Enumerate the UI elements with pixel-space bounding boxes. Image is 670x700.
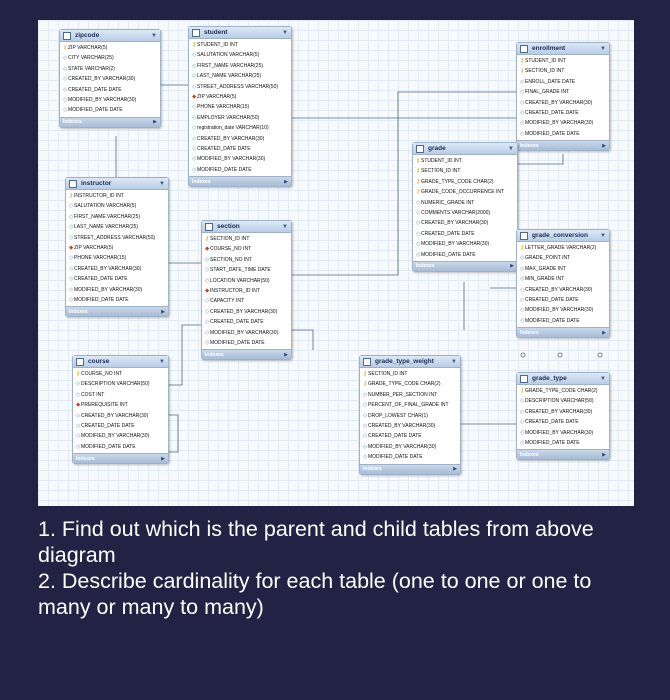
column-row [76, 369, 166, 379]
column-row [63, 43, 158, 53]
column-label: MODIFIED_BY VARCHAR(30) [210, 329, 279, 336]
primary-key-icon: ⚷ [520, 388, 525, 394]
column-label: MODIFIED_BY VARCHAR(30) [525, 307, 594, 314]
attribute-icon: ◇ [76, 433, 81, 440]
column-row [416, 239, 515, 249]
attribute-icon: ◇ [63, 55, 68, 62]
column-row [520, 98, 607, 108]
column-label: CAPACITY INT [210, 298, 244, 305]
question-2: 2. Describe cardinality for each table (one to one or one to many or many to many) [38, 569, 592, 619]
column-label: GRADE_TYPE_CODE CHAR(2) [421, 178, 494, 185]
column-label: COMMENTS VARCHAR(2000) [421, 209, 491, 216]
attribute-icon: ◇ [69, 224, 74, 231]
column-label: MODIFIED_BY VARCHAR(30) [525, 429, 594, 436]
primary-key-icon: ⚷ [416, 158, 421, 164]
column-label: CREATED_DATE DATE [525, 419, 579, 426]
table-grade-conversion[interactable]: grade_conversion ▼ ⚷ LETTER_GRADE VARCHAR(2) ◇ GRADE_POINT INT ◇ MAX_GRADE INT ◇ MIN_GRADE INT ◇ CREATED_BY VARCHAR(30) ◇ CREATED_DATE DATE ◇ MODIFIED_BY VARCHAR(30) ◇ MODIFIED_DATE DATE Indexes ▶ [516, 229, 610, 338]
foreign-key-icon: ◆ [192, 93, 197, 100]
column-row [69, 191, 166, 201]
primary-key-icon: ⚷ [363, 381, 368, 388]
primary-key-icon: ⚷ [416, 189, 421, 196]
column-row [192, 40, 289, 50]
column-label: MODIFIED_DATE DATE [421, 251, 476, 258]
column-label: PERCENT_OF_FINAL_GRADE INT [368, 402, 449, 409]
foreign-key-icon: ◆ [69, 244, 74, 251]
column-row [520, 108, 607, 118]
column-label: MODIFIED_BY VARCHAR(30) [81, 433, 150, 440]
column-row [69, 233, 166, 243]
column-label: DESCRIPTION VARCHAR(50) [81, 381, 150, 388]
column-label: PHONE VARCHAR(15) [197, 104, 250, 111]
column-row [520, 417, 607, 427]
attribute-icon: ◇ [205, 329, 210, 336]
column-label: CREATED_BY VARCHAR(30) [525, 286, 593, 293]
table-grade-type-weight[interactable]: grade_type_weight ▼ ⚷ SECTION_ID INT ⚷ GRADE_TYPE_CODE CHAR(2) ◇ NUMBER_PER_SECTION INT ◇ PERCENT_OF_FINAL_GRADE INT ◇ DROP_LOWEST CHAR(1) ◇ CREATED_BY VARCHAR(30) ◇ CREATED_DATE DATE ◇ MODIFIED_BY VARCHAR(30) ◇ MODIFIED_DATE DATE Indexes ▶ [359, 355, 461, 475]
column-row [192, 154, 289, 164]
table-enrollment[interactable]: enrollment ▼ ⚷ STUDENT_ID INT ⚷ SECTION_ID INT ◇ ENROLL_DATE DATE ◇ FINAL_GRADE INT ◇ CREATED_BY VARCHAR(30) ◇ CREATED_DATE DATE ◇ MODIFIED_BY VARCHAR(30) ◇ MODIFIED_DATE DATE Indexes ▶ [516, 42, 610, 151]
column-label: CREATED_BY VARCHAR(30) [525, 99, 593, 106]
attribute-icon: ◇ [520, 89, 525, 96]
column-row [205, 296, 289, 306]
column-label: CREATED_BY VARCHAR(30) [525, 408, 593, 415]
column-label: SECTION_ID INT [421, 168, 461, 175]
column-row [520, 316, 607, 326]
column-row [192, 71, 289, 81]
column-row [363, 379, 458, 389]
column-label: CREATED_BY VARCHAR(30) [421, 220, 489, 227]
attribute-icon: ◇ [416, 241, 421, 248]
attribute-icon: ◇ [76, 391, 81, 398]
column-row [520, 438, 607, 448]
column-row [205, 265, 289, 275]
attribute-icon: ◇ [520, 120, 525, 127]
column-row [63, 105, 158, 115]
attribute-icon: ◇ [520, 429, 525, 436]
column-label: INSTRUCTOR_ID INT [210, 287, 260, 294]
table-student[interactable]: student ▼ ⚷ STUDENT_ID INT ◇ SALUTATION VARCHAR(5) ◇ FIRST_NAME VARCHAR(25) ◇ LAST_NAME VARCHAR(25) ◇ STREET_ADDRESS VARCHAR(50) ◆ ZIP VARCHAR(5) ◇ PHONE VARCHAR(15) ◇ EMPLOYER VARCHAR(50) ◇ registration_date VARCHAR(10) ◇ CREATED_BY VARCHAR(30) ◇ CREATED_DATE DATE ◇ MODIFIED_BY VARCHAR(30) ◇ MODIFIED_DATE DATE Indexes ▶ [188, 26, 292, 187]
column-row [363, 411, 458, 421]
column-label: CREATED_BY VARCHAR(30) [368, 422, 436, 429]
attribute-icon: ◇ [69, 276, 74, 283]
column-row [416, 218, 515, 228]
attribute-icon: ◇ [416, 230, 421, 237]
column-label: LAST_NAME VARCHAR(25) [74, 224, 139, 231]
primary-key-icon: ⚷ [192, 42, 197, 48]
attribute-icon: ◇ [205, 267, 210, 274]
column-row [76, 421, 166, 431]
column-label: FIRST_NAME VARCHAR(25) [197, 62, 264, 69]
column-row [69, 212, 166, 222]
column-label: STUDENT_ID INT [421, 158, 462, 164]
column-row [520, 428, 607, 438]
primary-key-icon: ⚷ [76, 371, 81, 377]
attribute-icon: ◇ [363, 443, 368, 450]
column-row [76, 431, 166, 441]
column-label: MODIFIED_DATE DATE [81, 443, 136, 450]
column-row [520, 407, 607, 417]
attribute-icon: ◇ [520, 109, 525, 116]
column-label: SALUTATION VARCHAR(5) [197, 52, 260, 59]
attribute-icon: ◇ [363, 454, 368, 461]
column-row [69, 201, 166, 211]
column-row [192, 134, 289, 144]
column-row [205, 255, 289, 265]
column-row [192, 123, 289, 133]
attribute-icon: ◇ [520, 317, 525, 324]
primary-key-icon: ⚷ [363, 371, 368, 377]
column-label: CREATED_DATE DATE [210, 319, 264, 326]
attribute-icon: ◇ [76, 381, 81, 388]
column-row [520, 87, 607, 97]
attribute-icon: ◇ [520, 276, 525, 283]
attribute-icon: ◇ [205, 256, 210, 263]
column-row [520, 77, 607, 87]
attribute-icon: ◇ [363, 402, 368, 409]
attribute-icon: ◇ [192, 135, 197, 142]
column-label: CREATED_DATE DATE [68, 86, 122, 93]
column-label: registration_date VARCHAR(10) [197, 125, 269, 132]
link-course-section [167, 325, 201, 385]
column-label: MODIFIED_DATE DATE [210, 339, 265, 346]
primary-key-icon: ⚷ [63, 45, 68, 51]
column-label: MODIFIED_DATE DATE [368, 454, 423, 461]
column-row [205, 338, 289, 348]
column-label: NUMERIC_GRADE INT [421, 199, 475, 206]
column-label: DESCRIPTION VARCHAR(50) [525, 398, 594, 405]
column-label: STUDENT_ID INT [525, 58, 566, 64]
column-row [69, 295, 166, 305]
attribute-icon: ◇ [363, 422, 368, 429]
attribute-icon: ◇ [205, 339, 210, 346]
column-label: SECTION_ID INT [210, 236, 250, 242]
column-label: MODIFIED_BY VARCHAR(30) [197, 156, 266, 163]
attribute-icon: ◇ [520, 398, 525, 405]
attribute-icon: ◇ [69, 265, 74, 272]
column-label: STUDENT_ID INT [197, 42, 238, 48]
primary-key-icon: ⚷ [416, 178, 421, 185]
column-label: LETTER_GRADE VARCHAR(2) [525, 245, 597, 251]
column-row [520, 386, 607, 396]
column-row [76, 442, 166, 452]
column-label: EMPLOYER VARCHAR(50) [197, 114, 260, 121]
attribute-icon: ◇ [363, 412, 368, 419]
column-row [363, 452, 458, 462]
column-row [520, 285, 607, 295]
column-row [363, 442, 458, 452]
column-label: GRADE_POINT INT [525, 255, 571, 262]
table-section[interactable]: section ▼ ⚷ SECTION_ID INT ◆ COURSE_NO INT ◇ SECTION_NO INT ◇ START_DATE_TIME DATE ◇ LOCATION VARCHAR(50) ◆ INSTRUCTOR_ID INT ◇ CAPACITY INT ◇ CREATED_BY VARCHAR(30) ◇ CREATED_DATE DATE ◇ MODIFIED_BY VARCHAR(30) ◇ MODIFIED_DATE DATE Indexes ▶ [201, 220, 292, 360]
column-row [69, 243, 166, 253]
column-row [192, 92, 289, 102]
attribute-icon: ◇ [192, 145, 197, 152]
column-row [69, 253, 166, 263]
attribute-icon: ◇ [63, 96, 68, 103]
column-row [205, 317, 289, 327]
column-row [205, 276, 289, 286]
column-label: MODIFIED_DATE DATE [197, 166, 252, 173]
column-label: ZIP VARCHAR(5) [74, 244, 114, 251]
column-label: CREATED_BY VARCHAR(30) [68, 76, 136, 83]
column-row [520, 66, 607, 76]
column-label: CREATED_BY VARCHAR(30) [74, 265, 142, 272]
column-label: CREATED_BY VARCHAR(30) [210, 308, 278, 315]
column-row [69, 222, 166, 232]
attribute-icon: ◇ [69, 255, 74, 262]
foreign-key-icon: ◆ [205, 246, 210, 253]
column-row [363, 390, 458, 400]
column-row [192, 165, 289, 175]
primary-key-icon: ⚷ [69, 193, 74, 199]
attribute-icon: ◇ [192, 52, 197, 59]
column-row [76, 379, 166, 389]
attribute-icon: ◇ [363, 391, 368, 398]
column-label: PHONE VARCHAR(15) [74, 255, 127, 262]
column-row [416, 166, 515, 176]
column-row [520, 264, 607, 274]
attribute-icon: ◇ [69, 234, 74, 241]
column-row [192, 82, 289, 92]
attribute-icon: ◇ [520, 255, 525, 262]
column-row [63, 74, 158, 84]
attribute-icon: ◇ [205, 277, 210, 284]
primary-key-icon: ⚷ [205, 236, 210, 242]
column-row [363, 421, 458, 431]
attribute-icon: ◇ [520, 296, 525, 303]
column-label: MODIFIED_BY VARCHAR(30) [74, 286, 143, 293]
column-row [416, 156, 515, 166]
column-label: DROP_LOWEST CHAR(1) [368, 412, 428, 419]
primary-key-icon: ⚷ [520, 68, 525, 75]
column-label: STREET_ADDRESS VARCHAR(50) [74, 234, 156, 241]
attribute-icon: ◇ [520, 130, 525, 137]
column-label: INSTRUCTOR_ID INT [74, 193, 124, 199]
attribute-icon: ◇ [416, 251, 421, 258]
attribute-icon: ◇ [205, 298, 210, 305]
table-grade[interactable]: grade ▼ ⚷ STUDENT_ID INT ⚷ SECTION_ID INT ⚷ GRADE_TYPE_CODE CHAR(2) ⚷ GRADE_CODE_OCCURRENCE INT ◇ NUMERIC_GRADE INT ◇ COMMENTS VARCHAR(2000) ◇ CREATED_BY VARCHAR(30) ◇ CREATED_DATE DATE ◇ MODIFIED_BY VARCHAR(30) ◇ MODIFIED_DATE DATE Indexes ▶ [412, 142, 518, 272]
column-label: CREATED_DATE DATE [197, 145, 251, 152]
column-row [205, 328, 289, 338]
attribute-icon: ◇ [76, 422, 81, 429]
column-label: COURSE_NO INT [81, 371, 123, 377]
question-1: 1. Find out which is the parent and child tables from above diagram [38, 517, 594, 567]
column-row [192, 144, 289, 154]
column-label: SALUTATION VARCHAR(5) [74, 203, 137, 210]
attribute-icon: ◇ [205, 319, 210, 326]
column-label: LOCATION VARCHAR(50) [210, 277, 270, 284]
primary-key-icon: ⚷ [520, 58, 525, 64]
column-label: GRADE_TYPE_CODE CHAR(2) [368, 381, 441, 388]
column-label: MODIFIED_DATE DATE [68, 107, 123, 114]
attribute-icon: ◇ [69, 286, 74, 293]
column-label: ZIP VARCHAR(5) [197, 93, 237, 100]
column-label: CREATED_BY VARCHAR(30) [81, 412, 149, 419]
attribute-icon: ◇ [69, 213, 74, 220]
column-label: CREATED_BY VARCHAR(30) [197, 135, 265, 142]
column-row [205, 307, 289, 317]
column-row [520, 118, 607, 128]
column-row [192, 113, 289, 123]
attribute-icon: ◇ [192, 114, 197, 121]
attribute-icon: ◇ [520, 408, 525, 415]
column-row [520, 129, 607, 139]
column-row [520, 56, 607, 66]
table-course[interactable]: course ▼ ⚷ COURSE_NO INT ◇ DESCRIPTION VARCHAR(50) ◇ COST INT ◆ PREREQUISITE INT ◇ CREATED_BY VARCHAR(30) ◇ CREATED_DATE DATE ◇ MODIFIED_BY VARCHAR(30) ◇ MODIFIED_DATE DATE Indexes ▶ [72, 355, 169, 464]
attribute-icon: ◇ [63, 65, 68, 72]
column-label: PREREQUISITE INT [81, 402, 128, 409]
column-row [520, 295, 607, 305]
attribute-icon: ◇ [520, 439, 525, 446]
column-label: GRADE_CODE_OCCURRENCE INT [421, 189, 505, 196]
column-label: SECTION_NO INT [210, 256, 252, 263]
column-row [363, 431, 458, 441]
column-row [63, 53, 158, 63]
column-label: CREATED_DATE DATE [525, 109, 579, 116]
column-row [63, 95, 158, 105]
column-row [76, 411, 166, 421]
attribute-icon: ◇ [416, 220, 421, 227]
column-row [63, 64, 158, 74]
attribute-icon: ◇ [416, 199, 421, 206]
attribute-icon: ◇ [520, 265, 525, 272]
attribute-icon: ◇ [76, 443, 81, 450]
column-label: MODIFIED_BY VARCHAR(30) [68, 96, 137, 103]
column-row [69, 264, 166, 274]
attribute-icon: ◇ [520, 99, 525, 106]
question-text [38, 516, 638, 620]
attribute-icon: ◇ [69, 203, 74, 210]
foreign-key-icon: ◆ [76, 402, 81, 409]
column-label: FINAL_GRADE INT [525, 89, 570, 96]
column-row [76, 390, 166, 400]
attribute-icon: ◇ [192, 156, 197, 163]
attribute-icon: ◇ [69, 296, 74, 303]
column-row [69, 274, 166, 284]
column-label: MODIFIED_BY VARCHAR(30) [368, 443, 437, 450]
column-label: MIN_GRADE INT [525, 276, 565, 283]
column-label: CREATED_DATE DATE [525, 296, 579, 303]
column-row [416, 177, 515, 187]
attribute-icon: ◇ [520, 419, 525, 426]
primary-key-icon: ⚷ [520, 245, 525, 251]
column-label: MAX_GRADE INT [525, 265, 566, 272]
column-row [205, 244, 289, 254]
column-label: FIRST_NAME VARCHAR(25) [74, 213, 141, 220]
column-label: NUMBER_PER_SECTION INT [368, 391, 438, 398]
column-label: MODIFIED_BY VARCHAR(30) [525, 120, 594, 127]
column-label: CREATED_DATE DATE [74, 276, 128, 283]
attribute-icon: ◇ [192, 125, 197, 132]
column-label: START_DATE_TIME DATE [210, 267, 271, 274]
attribute-icon: ◇ [363, 433, 368, 440]
attribute-icon: ◇ [192, 166, 197, 173]
column-row [363, 369, 458, 379]
attribute-icon: ◇ [520, 286, 525, 293]
attribute-icon: ◇ [63, 76, 68, 83]
attribute-icon: ◇ [192, 83, 197, 90]
column-label: SECTION_ID INT [368, 371, 408, 377]
column-label: STREET_ADDRESS VARCHAR(50) [197, 83, 279, 90]
column-row [520, 274, 607, 284]
column-label: MODIFIED_BY VARCHAR(30) [421, 241, 490, 248]
attribute-icon: ◇ [63, 107, 68, 114]
attribute-icon: ◇ [76, 412, 81, 419]
attribute-icon: ◇ [416, 209, 421, 216]
primary-key-icon: ⚷ [416, 168, 421, 175]
column-label: ENROLL_DATE DATE [525, 78, 576, 85]
column-row [205, 286, 289, 296]
column-row [520, 396, 607, 406]
column-label: SECTION_ID INT [525, 68, 565, 75]
column-row [520, 253, 607, 263]
column-row [192, 61, 289, 71]
column-row [520, 305, 607, 315]
link-section-gtw [290, 330, 313, 350]
attribute-icon: ◇ [192, 104, 197, 111]
column-label: MODIFIED_DATE DATE [74, 296, 129, 303]
column-row [416, 187, 515, 197]
column-label: GRADE_TYPE_CODE CHAR(2) [525, 388, 598, 394]
column-label: STATE VARCHAR(2) [68, 65, 115, 72]
attribute-icon: ◇ [205, 308, 210, 315]
er-diagram-canvas [38, 20, 634, 506]
column-row [205, 234, 289, 244]
column-row [416, 229, 515, 239]
column-row [363, 400, 458, 410]
column-label: COST INT [81, 391, 105, 398]
column-row [416, 198, 515, 208]
table-zipcode[interactable]: zipcode ▼ ⚷ ZIP VARCHAR(5) ◇ CITY VARCHAR(25) ◇ STATE VARCHAR(2) ◇ CREATED_BY VARCHAR(30) ◇ CREATED_DATE DATE ◇ MODIFIED_BY VARCHAR(30) ◇ MODIFIED_DATE DATE Indexes ▶ [59, 29, 161, 128]
column-label: ZIP VARCHAR(5) [68, 45, 108, 51]
column-label: CREATED_DATE DATE [368, 433, 422, 440]
column-row [192, 50, 289, 60]
foreign-key-icon: ◆ [205, 287, 210, 294]
column-row [76, 400, 166, 410]
attribute-icon: ◇ [192, 73, 197, 80]
table-grade-type[interactable]: grade_type ▼ ⚷ GRADE_TYPE_CODE CHAR(2) ◇ DESCRIPTION VARCHAR(50) ◇ CREATED_BY VARCHAR(30) ◇ CREATED_DATE DATE ◇ MODIFIED_BY VARCHAR(30) ◇ MODIFIED_DATE DATE Indexes ▶ [516, 372, 610, 460]
column-label: CREATED_DATE DATE [421, 230, 475, 237]
column-label: MODIFIED_DATE DATE [525, 130, 580, 137]
attribute-icon: ◇ [520, 78, 525, 85]
column-row [192, 102, 289, 112]
column-row [416, 208, 515, 218]
attribute-icon: ◇ [520, 307, 525, 314]
column-label: COURSE_NO INT [210, 246, 252, 253]
column-row [63, 85, 158, 95]
table-instructor[interactable]: instructor ▼ ⚷ INSTRUCTOR_ID INT ◇ SALUTATION VARCHAR(5) ◇ FIRST_NAME VARCHAR(25) ◇ LAST_NAME VARCHAR(25) ◇ STREET_ADDRESS VARCHAR(50) ◆ ZIP VARCHAR(5) ◇ PHONE VARCHAR(15) ◇ CREATED_BY VARCHAR(30) ◇ CREATED_DATE DATE ◇ MODIFIED_BY VARCHAR(30) ◇ MODIFIED_DATE DATE Indexes ▶ [65, 177, 169, 317]
column-label: MODIFIED_DATE DATE [525, 439, 580, 446]
column-row [69, 285, 166, 295]
column-label: LAST_NAME VARCHAR(25) [197, 73, 262, 80]
column-label: MODIFIED_DATE DATE [525, 317, 580, 324]
column-row [416, 250, 515, 260]
column-row [520, 243, 607, 253]
column-label: CITY VARCHAR(25) [68, 55, 114, 62]
attribute-icon: ◇ [63, 86, 68, 93]
attribute-icon: ◇ [192, 62, 197, 69]
column-label: CREATED_DATE DATE [81, 422, 135, 429]
